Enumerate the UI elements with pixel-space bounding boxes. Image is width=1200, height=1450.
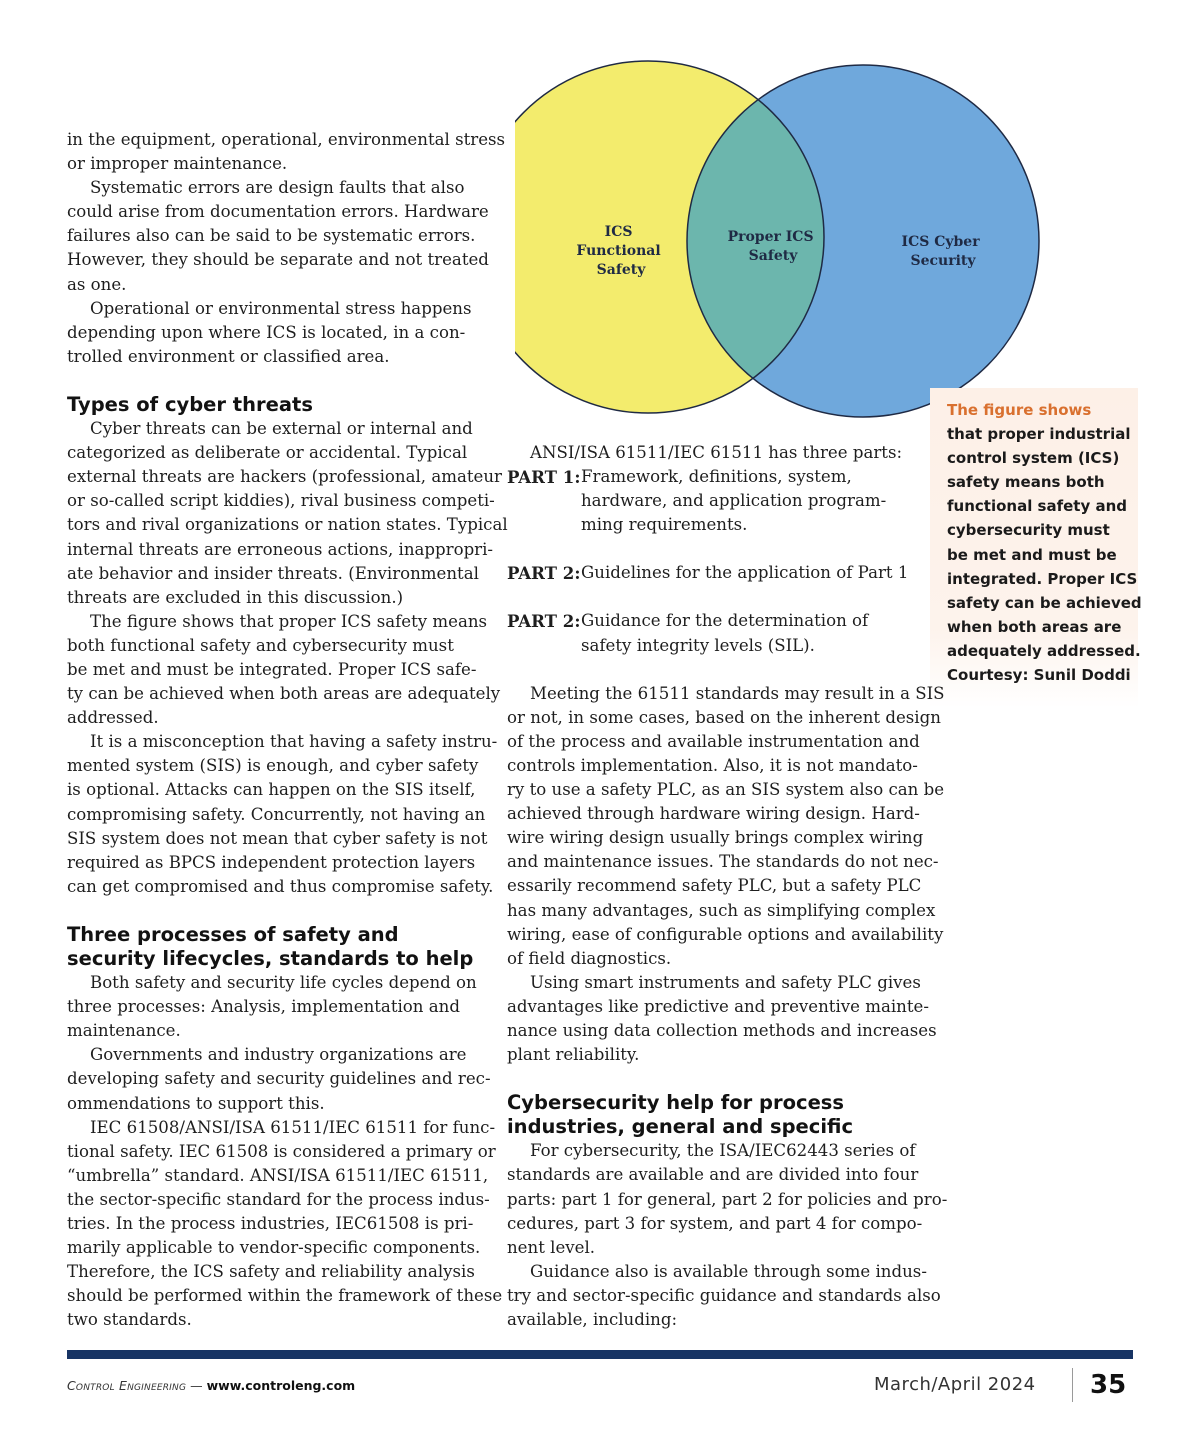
caption-line: be met and must be [947,545,1117,564]
text-line: mented system (SIS) is enough, and cyber safety [67,756,479,776]
caption-line: safety means both [947,473,1105,492]
paragraph [67,1043,491,1115]
text-line: standards are available and are divided into four [507,1165,919,1185]
text-line: should be performed within the framework of these [67,1286,503,1306]
text-line: tors and rival organizations or nation states. Typical [67,515,508,535]
text-line: categorized as deliberate or accidental. Typical [67,443,468,463]
text-line: ry to use a safety PLC, as an SIS system also can be [507,780,945,800]
text-line: Governments and industry organizations are [90,1045,467,1065]
caption-credit: Courtesy: Sunil Doddi [947,666,1131,685]
text-line: or so-called script kiddies), rival business competi- [67,491,495,511]
caption-line: adequately addressed. [947,641,1141,660]
paragraph [67,730,498,899]
part-label: PART 1: [507,467,581,488]
text-line: external threats are hackers (professional, amateur [67,467,502,487]
figure-caption [930,388,1142,708]
text-line: or not, in some cases, based on the inherent design [507,707,941,727]
text-line: Therefore, the ICS safety and reliability analysis [67,1262,475,1282]
text-line: Guidelines for the application of Part 1 [581,563,909,583]
paragraph [507,1139,948,1259]
text-line: cedures, part 3 for system, and part 4 for compo- [507,1213,923,1233]
text-line: is optional. Attacks can happen on the SIS itself, [67,780,476,800]
heading-line: security lifecycles, standards to help [67,947,474,970]
text-line: However, they should be separate and not treated [67,250,489,270]
website-link[interactable]: www.controleng.com [206,1378,356,1393]
caption-line: that proper industrial [947,425,1131,444]
paragraph [67,417,508,610]
text-line: marily applicable to vendor-specific components. [67,1238,481,1258]
text-line: hardware, and application program- [581,491,887,511]
text-line: ming requirements. [581,515,748,535]
text-line: Framework, definitions, system, [581,467,852,487]
caption-lead: The figure shows [947,401,1092,419]
paragraph [67,297,487,369]
caption-line: functional safety and [947,497,1128,516]
text-line: IEC 61508/ANSI/ISA 61511/IEC 61511 for func- [90,1117,496,1137]
caption-line: when both areas are [947,617,1122,636]
cyber-security-label: ICS Cyber Security [901,234,980,269]
part-label: PART 2: [507,611,581,632]
article-column-left [67,128,508,1333]
text-line: maintenance. [67,1021,181,1041]
text-line: tional safety. IEC 61508 is considered a primary or [67,1141,496,1161]
text-line: trolled environment or classified area. [67,346,390,366]
text-line: essarily recommend safety PLC, but a safety PLC [507,876,922,896]
article-column-right [507,441,948,1332]
text-line: or improper maintenance. [67,154,288,174]
text-line: as one. [67,274,127,294]
text-line: three processes: Analysis, implementation and [67,997,460,1017]
text-line: can get compromised and thus compromise safety. [67,876,494,896]
caption-line: control system (ICS) [947,449,1120,468]
venn-diagram [515,60,1045,422]
text-line: Guidance for the determination of [581,611,869,631]
paragraph [507,971,937,1067]
text-line: For cybersecurity, the ISA/IEC62443 series of [530,1141,916,1161]
caption-line: safety can be achieved [947,593,1142,612]
text-line: ty can be achieved when both areas are adequately [67,684,501,704]
text-line: two standards. [67,1310,192,1330]
paragraph [507,682,945,971]
part-label: PART 2: [507,563,581,584]
text-line: compromising safety. Concurrently, not having an [67,804,486,824]
text-line: “umbrella” standard. ANSI/ISA 61511/IEC 61511, [67,1165,489,1185]
text-line: nent level. [507,1237,596,1257]
magazine-name: Control Engineering [67,1378,187,1393]
section-heading [507,1091,927,1139]
text-line: tries. In the process industries, IEC61508 is pri- [67,1214,474,1234]
proper-ics-safety-label: Proper ICS Safety [727,229,814,264]
functional-safety-label: ICS Functional Safety [576,224,661,278]
text-line: SIS system does not mean that cyber safety is not [67,828,488,848]
footer-publication [67,1378,355,1393]
text-line: in the equipment, operational, environmental stress [67,130,506,149]
text-line: internal threats are erroneous actions, inappropri- [67,539,494,559]
paragraph [67,176,487,296]
text-line: safety integrity levels (SIL). [581,635,815,655]
text-line: try and sector-specific guidance and standards also [507,1285,941,1305]
heading-line: Cybersecurity help for process [507,1091,845,1115]
text-line: developing safety and security guidelines and rec- [67,1069,491,1089]
text-line: required as BPCS independent protection layers [67,852,476,872]
text-line: has many advantages, such as simplifying complex [507,900,936,920]
text-line: available, including: [507,1310,678,1329]
text-line: ANSI/ISA 61511/IEC 61511 has three parts: [530,443,903,462]
text-line: Cyber threats can be external or internal and [90,419,473,439]
text-line: of the process and available instrumentation and [507,731,920,751]
text-line: Systematic errors are design faults that also [90,178,465,198]
paragraph [67,1116,503,1333]
text-line: It is a misconception that having a safety instru- [90,732,498,752]
text-line: achieved through hardware wiring design. Hard- [507,804,920,824]
text-line: threats are excluded in this discussion.) [67,587,404,607]
heading-line: Three processes of safety and [67,922,399,946]
heading-line: industries, general and specific [507,1115,854,1139]
page-number: 35 [1090,1370,1127,1400]
text-line: be met and must be integrated. Proper ICS safe- [67,659,477,679]
paragraph [67,971,487,1043]
text-line: ommendations to support this. [67,1093,325,1113]
text-line: The figure shows that proper ICS safety means [90,611,488,631]
caption-line: integrated. Proper ICS [947,569,1138,588]
text-line: the sector-specific standard for the process indus- [67,1189,490,1209]
footer-divider [1072,1368,1073,1402]
text-line: both functional safety and cybersecurity must [67,635,454,655]
issue-date: March/April 2024 [874,1374,1036,1395]
text-line: wiring, ease of configurable options and availability [507,924,944,944]
text-line: of field diagnostics. [507,948,672,968]
text-line: Using smart instruments and safety PLC gives [530,972,921,992]
text-line: parts: part 1 for general, part 2 for policies and pro- [507,1189,948,1209]
text-line: nance using data collection methods and increases [507,1020,937,1040]
section-heading: Types of cyber threats [67,392,313,416]
text-line: could arise from documentation errors. Hardware [67,202,489,222]
text-line: Operational or environmental stress happens [90,298,472,318]
text-line: Guidance also is available through some indus- [530,1261,927,1281]
footer-rule [67,1350,1133,1359]
text-line: Meeting the 61511 standards may result in a SIS [530,683,945,703]
paragraph [67,128,506,176]
text-line: ate behavior and insider threats. (Environmental [67,563,479,583]
paragraph [67,610,501,730]
text-line: controls implementation. Also, it is not mandato- [507,755,918,775]
text-line: failures also can be said to be systematic errors. [67,226,476,246]
caption-line: cybersecurity must [947,521,1110,540]
text-line: depending upon where ICS is located, in a con- [67,322,466,342]
paragraph [507,1260,941,1332]
standard-part-3 [507,609,927,657]
text-line: wire wiring design usually brings complex wiring [507,828,924,848]
section-heading [67,923,487,971]
footer-dash: — [186,1378,207,1393]
text-line: and maintenance issues. The standards do not nec- [507,852,939,872]
standard-part-2 [507,561,927,585]
text-line: addressed. [67,708,159,728]
text-line: advantages like predictive and preventive mainte- [507,996,929,1016]
text-line: plant reliability. [507,1045,640,1065]
standard-part-1 [507,465,927,537]
text-line: Both safety and security life cycles depend on [90,973,477,993]
